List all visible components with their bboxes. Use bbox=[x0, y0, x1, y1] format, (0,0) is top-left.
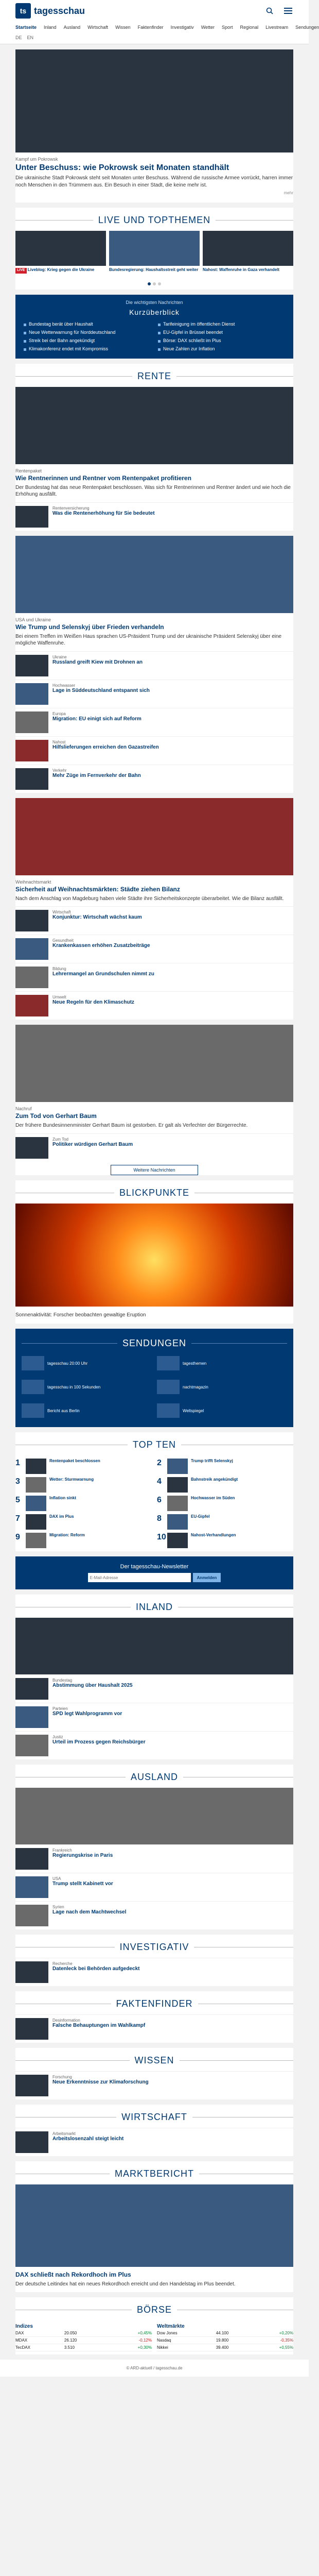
list-item-headline[interactable]: Arbeitslosenzahl steigt leicht bbox=[52, 2136, 124, 2142]
list-item-topline: Nahost bbox=[52, 739, 66, 744]
overview-item[interactable]: EU-Gipfel in Brüssel beendet bbox=[158, 330, 285, 335]
markt-image bbox=[15, 2184, 293, 2267]
topten-rank: 7 bbox=[15, 1514, 20, 1523]
list-item-headline[interactable]: Abstimmung über Haushalt 2025 bbox=[52, 1683, 133, 1689]
topten-item[interactable] bbox=[157, 1459, 293, 1474]
stock-cell: 20.050 bbox=[64, 2330, 105, 2337]
list-item[interactable] bbox=[15, 680, 293, 708]
live-card-caption[interactable] bbox=[203, 266, 293, 274]
live-card-image bbox=[109, 231, 200, 266]
topten-rank: 3 bbox=[15, 1477, 20, 1486]
list-item[interactable] bbox=[15, 736, 293, 765]
list-item-image bbox=[15, 2018, 48, 2040]
live-section bbox=[15, 208, 293, 289]
stock-cell: Nasdaq bbox=[157, 2337, 216, 2344]
list-item[interactable] bbox=[15, 708, 293, 736]
list-item-topline: Frankreich bbox=[52, 1848, 72, 1853]
topten-rank: 1 bbox=[15, 1459, 20, 1468]
live-card-title: Nahost: Waffenruhe in Gaza verhandelt bbox=[203, 267, 280, 273]
list-item-headline[interactable]: Lage in Süddeutschland entspannt sich bbox=[52, 687, 150, 693]
menu-icon[interactable] bbox=[283, 6, 293, 16]
live-badge: LIVE bbox=[15, 268, 27, 273]
live-card-title: Liveblog: Krieg gegen die Ukraine bbox=[27, 267, 95, 273]
indices-title: Indizes bbox=[15, 2323, 33, 2329]
list-item[interactable] bbox=[15, 651, 293, 680]
list-item-image bbox=[15, 1905, 48, 1926]
stock-row[interactable] bbox=[157, 2344, 293, 2351]
newsletter-title: Der tagesschau-Newsletter bbox=[120, 1564, 189, 1570]
topten-rank: 2 bbox=[157, 1459, 162, 1468]
sendung-thumb bbox=[157, 1403, 180, 1418]
short-overview bbox=[15, 295, 293, 359]
list-item-headline[interactable]: Neue Erkenntnisse zur Klimaforschung bbox=[52, 2079, 149, 2086]
worldmarkets-table bbox=[157, 2330, 293, 2351]
topten-title: Hochwasser im Süden bbox=[191, 1496, 235, 1501]
topten-title: Rentenpaket beschlossen bbox=[49, 1459, 100, 1464]
sendung-title: tagesschau 20:00 Uhr bbox=[47, 1361, 88, 1366]
list-item-headline[interactable]: Hilfslieferungen erreichen den Gazastreifen bbox=[52, 744, 159, 750]
stock-row[interactable] bbox=[15, 2330, 152, 2337]
lead-image bbox=[15, 49, 293, 152]
story-baum[interactable] bbox=[15, 1025, 293, 1175]
section-title: MARKTBERICHT bbox=[115, 2168, 194, 2179]
list-item-image bbox=[15, 910, 48, 931]
list-item[interactable] bbox=[15, 2071, 293, 2099]
sendungen-section bbox=[15, 1329, 293, 1427]
stock-row[interactable] bbox=[15, 2337, 152, 2344]
list-item-topline: Arbeitsmarkt bbox=[52, 2131, 76, 2137]
topten-item[interactable] bbox=[15, 1477, 152, 1493]
topten-thumb bbox=[167, 1477, 188, 1493]
section-title: RENTE bbox=[137, 370, 172, 381]
topten-title: EU-Gipfel bbox=[191, 1514, 210, 1519]
list-item-topline: Ukraine bbox=[52, 654, 67, 659]
live-card-caption[interactable] bbox=[109, 266, 200, 274]
sendung-item[interactable] bbox=[157, 1403, 287, 1418]
story-topline: USA und Ukraine bbox=[15, 617, 51, 622]
topten-item[interactable] bbox=[157, 1514, 293, 1530]
blickpunkte-section bbox=[15, 1180, 293, 1324]
rente-image bbox=[15, 387, 293, 464]
list-item-topline: USA bbox=[52, 1876, 61, 1882]
list-item-headline[interactable]: Regierungskrise in Paris bbox=[52, 1853, 113, 1859]
inland-section bbox=[15, 1595, 293, 1759]
lead-teaser: Die ukrainische Stadt Pokrowsk steht seit Monaten unter Beschuss. Während die russische Armee vorrückt, harren immer noch Menschen in den Trümmern aus. Ein Besuch in einer Stadt, die keine mehr ist. bbox=[15, 175, 293, 188]
live-card[interactable] bbox=[109, 231, 200, 275]
nav-item[interactable]: Sport bbox=[222, 25, 233, 30]
list-item-image bbox=[15, 2131, 48, 2153]
list-item-headline[interactable]: Falsche Behauptungen im Wahlkampf bbox=[52, 2023, 146, 2029]
markt-teaser: Der deutsche Leitindex hat ein neues Rekordhoch erreicht und den Handelstag im Plus beendet. bbox=[15, 2281, 236, 2287]
overview-item[interactable]: Neue Wetterwarnung für Norddeutschland bbox=[24, 330, 151, 335]
topten-thumb bbox=[26, 1459, 46, 1474]
topten-title: Migration: Reform bbox=[49, 1533, 85, 1538]
nav-item[interactable]: Livestream bbox=[265, 25, 289, 30]
list-item-topline: Justiz bbox=[52, 1735, 63, 1740]
sendung-thumb bbox=[22, 1403, 44, 1418]
section-title: WISSEN bbox=[134, 2055, 174, 2066]
topten-thumb bbox=[167, 1496, 188, 1511]
list-item-topline: Bundestag bbox=[52, 1678, 73, 1683]
list-item-image bbox=[15, 655, 48, 676]
list-item-image bbox=[15, 938, 48, 960]
stock-cell: 26.120 bbox=[64, 2337, 105, 2344]
stock-cell: MDAX bbox=[15, 2337, 64, 2344]
topten-thumb bbox=[26, 1477, 46, 1493]
list-item[interactable] bbox=[15, 906, 293, 935]
sendung-title: nachtmagazin bbox=[183, 1384, 208, 1389]
live-card[interactable] bbox=[15, 231, 106, 275]
list-item-topline: Parteien bbox=[52, 1706, 68, 1711]
topten-title: Wetter: Sturmwarnung bbox=[49, 1477, 94, 1482]
list-item-image bbox=[15, 967, 48, 988]
search-icon[interactable] bbox=[264, 6, 275, 16]
stock-row[interactable] bbox=[157, 2337, 293, 2344]
stock-cell: TecDAX bbox=[15, 2344, 64, 2351]
topten-rank: 9 bbox=[15, 1533, 20, 1542]
stock-cell: Dow Jones bbox=[157, 2330, 216, 2337]
story-topline: Nachruf bbox=[15, 1106, 32, 1112]
stock-cell: -0,35% bbox=[253, 2337, 293, 2344]
live-card-image bbox=[15, 231, 106, 266]
story-teaser: Bei einem Treffen im Weißen Haus sprachen US-Präsident Trump und der ukrainische Präsident Selenskyj über eine mögliche Waffenruhe. bbox=[15, 633, 282, 647]
stock-cell: 3.510 bbox=[64, 2344, 105, 2351]
stock-row[interactable] bbox=[157, 2330, 293, 2337]
carousel-dots[interactable] bbox=[15, 280, 293, 290]
topten-title: Inflation sinkt bbox=[49, 1496, 76, 1501]
stock-cell: -0,12% bbox=[105, 2337, 152, 2344]
main-nav bbox=[0, 22, 319, 33]
story-teaser: Nach dem Anschlag von Magdeburg haben viele Städte ihre Sicherheitskonzepte überarbeitet. Wie die Bilanz ausfällt. bbox=[15, 895, 284, 902]
list-item-topline: Desinformation bbox=[52, 2018, 80, 2023]
sendung-thumb bbox=[22, 1356, 44, 1370]
story-headline[interactable]: Zum Tod von Gerhart Baum bbox=[15, 1112, 97, 1120]
story-headline[interactable]: Sicherheit auf Weihnachtsmärkten: Städte ziehen Bilanz bbox=[15, 885, 180, 893]
newsletter-email-input[interactable] bbox=[88, 1573, 191, 1582]
list-item-topline: Verkehr bbox=[52, 768, 67, 773]
sendung-item[interactable] bbox=[22, 1380, 152, 1394]
list-item-image bbox=[15, 1706, 48, 1728]
rente-topline: Rentenpaket bbox=[15, 468, 42, 473]
stock-cell: +0,30% bbox=[105, 2344, 152, 2351]
section-title: INLAND bbox=[136, 1602, 173, 1613]
investigativ-section bbox=[15, 1935, 293, 1986]
blickpunkt-image[interactable] bbox=[15, 1204, 293, 1307]
list-item-headline[interactable]: Trump stellt Kabinett vor bbox=[52, 1881, 113, 1887]
topten-title: Nahost-Verhandlungen bbox=[191, 1533, 236, 1538]
logo-mark-icon: ts bbox=[15, 3, 31, 19]
live-card[interactable] bbox=[203, 231, 293, 275]
language-switch bbox=[0, 33, 309, 42]
list-item[interactable] bbox=[15, 765, 293, 793]
list-item-topline: Recherche bbox=[52, 1961, 73, 1967]
inland-image bbox=[15, 1618, 293, 1674]
list-item-headline[interactable]: Krankenkassen erhöhen Zusatzbeiträge bbox=[52, 943, 150, 949]
section-title: BÖRSE bbox=[136, 2304, 172, 2315]
rente-teaser: Der Bundestag hat das neue Rentenpaket beschlossen. Was sich für Rentnerinnen und Rentner ändert und wie hoch die Erhöhung ausfällt. bbox=[15, 484, 291, 498]
story-image bbox=[15, 536, 293, 613]
section-title: LIVE UND TOPTHEMEN bbox=[98, 215, 211, 226]
list-item-headline[interactable]: Was die Rentenerhöhung für Sie bedeutet bbox=[52, 510, 155, 516]
list-item-headline[interactable]: Konjunktur: Wirtschaft wächst kaum bbox=[52, 914, 142, 921]
list-item[interactable] bbox=[15, 1958, 293, 1986]
sendung-thumb bbox=[22, 1380, 44, 1394]
list-item-topline: Hochwasser bbox=[52, 683, 76, 688]
list-item-image bbox=[15, 768, 48, 790]
lang-option[interactable]: EN bbox=[27, 35, 34, 40]
ausland-section bbox=[15, 1765, 293, 1929]
list-item-image bbox=[15, 506, 48, 528]
topten-item[interactable] bbox=[15, 1533, 152, 1548]
list-item-headline[interactable]: Migration: EU einigt sich auf Reform bbox=[52, 716, 141, 722]
worldmarkets-title: Weltmärkte bbox=[157, 2323, 185, 2329]
lead-story[interactable] bbox=[15, 49, 293, 202]
sendung-thumb bbox=[157, 1356, 180, 1370]
list-item-headline[interactable]: Datenleck bei Behörden aufgedeckt bbox=[52, 1966, 140, 1972]
stock-cell: 44.100 bbox=[216, 2330, 253, 2337]
list-item-topline: Forschung bbox=[52, 2075, 72, 2080]
list-item-image bbox=[15, 740, 48, 761]
nav-item[interactable]: Faktenfinder bbox=[137, 25, 164, 30]
nav-item[interactable]: Inland bbox=[44, 25, 57, 30]
list-item-image bbox=[15, 995, 48, 1016]
section-title: AUSLAND bbox=[130, 1772, 179, 1783]
faktenfinder-section bbox=[15, 1991, 293, 2043]
stock-cell: +0,20% bbox=[253, 2330, 293, 2337]
list-item[interactable] bbox=[15, 991, 293, 1020]
nav-item[interactable]: Wirtschaft bbox=[87, 25, 109, 30]
list-item-image bbox=[15, 1137, 48, 1159]
lead-headline[interactable]: Unter Beschuss: wie Pokrowsk seit Monaten standhält bbox=[15, 163, 229, 172]
more-link[interactable]: mehr bbox=[283, 191, 293, 196]
sendung-title: tagesschau in 100 Sekunden bbox=[47, 1384, 101, 1389]
list-item-topline: Gesundheit bbox=[52, 938, 74, 943]
rente-section bbox=[15, 364, 293, 531]
story-headline[interactable]: Wie Trump und Selenskyj über Frieden verhandeln bbox=[15, 623, 164, 631]
story-teaser: Der frühere Bundesinnenminister Gerhart Baum ist gestorben. Er galt als Verfechter der Bürgerrechte. bbox=[15, 1123, 248, 1129]
topten-section bbox=[15, 1432, 293, 1551]
site-footer bbox=[0, 2360, 309, 2377]
list-item[interactable] bbox=[15, 1873, 293, 1901]
nav-item[interactable]: Startseite bbox=[15, 25, 37, 30]
list-item-image bbox=[15, 1876, 48, 1898]
list-item-headline[interactable]: Lehrermangel an Grundschulen nimmt zu bbox=[52, 971, 154, 977]
topten-rank: 4 bbox=[157, 1477, 162, 1486]
nav-item[interactable]: Ausland bbox=[63, 25, 81, 30]
boerse-section bbox=[15, 2297, 293, 2355]
list-item[interactable] bbox=[15, 935, 293, 963]
topten-title: DAX im Plus bbox=[49, 1514, 74, 1519]
list-item[interactable] bbox=[15, 1731, 293, 1759]
topten-item[interactable] bbox=[15, 1514, 152, 1530]
overview-item[interactable]: Tarifeinigung im öffentlichen Dienst bbox=[158, 321, 285, 327]
list-item[interactable] bbox=[15, 1133, 293, 1162]
list-item-topline: Zum Tod bbox=[52, 1137, 68, 1142]
list-item-topline: Wirtschaft bbox=[52, 910, 71, 915]
list-item[interactable] bbox=[15, 1703, 293, 1731]
section-title: FAKTENFINDER bbox=[116, 1998, 193, 2009]
overview-item[interactable]: Neue Zahlen zur Inflation bbox=[158, 346, 285, 351]
nav-item[interactable]: Wetter bbox=[201, 25, 215, 30]
topten-item[interactable] bbox=[157, 1477, 293, 1493]
list-item[interactable] bbox=[15, 502, 293, 531]
section-title: BLICKPUNKTE bbox=[119, 1187, 190, 1198]
live-card-title: Bundesregierung: Haushaltsstreit geht weiter bbox=[109, 267, 199, 273]
nav-item[interactable]: Wissen bbox=[115, 25, 131, 30]
stock-cell: 19.800 bbox=[216, 2337, 253, 2344]
topten-rank: 10 bbox=[157, 1533, 166, 1542]
list-item-headline[interactable]: Politiker würdigen Gerhart Baum bbox=[52, 1141, 133, 1147]
logo-text: tagesschau bbox=[34, 5, 85, 16]
list-item-image bbox=[15, 1735, 48, 1756]
list-item[interactable] bbox=[15, 2014, 293, 2043]
overview-item[interactable]: Bundestag berät über Haushalt bbox=[24, 321, 151, 327]
list-item-image bbox=[15, 2075, 48, 2096]
wirtschaft-section bbox=[15, 2105, 293, 2156]
section-title: TOP TEN bbox=[132, 1439, 176, 1450]
story-image bbox=[15, 798, 293, 875]
nav-item[interactable]: Regional bbox=[240, 25, 259, 30]
site-header bbox=[0, 0, 319, 44]
list-item[interactable] bbox=[15, 1674, 293, 1703]
sendung-item[interactable] bbox=[22, 1403, 152, 1418]
list-item[interactable] bbox=[15, 2128, 293, 2156]
nav-item[interactable]: Investigativ bbox=[170, 25, 194, 30]
footer-text: © ARD-aktuell / tagesschau.de bbox=[126, 2366, 183, 2371]
overview-title: Kurzüberblick bbox=[129, 308, 180, 316]
ausland-image bbox=[15, 1788, 293, 1844]
indices-table bbox=[15, 2330, 152, 2351]
live-card-caption[interactable] bbox=[15, 266, 106, 275]
sendung-item[interactable] bbox=[157, 1356, 287, 1370]
list-item-topline: Umwelt bbox=[52, 995, 66, 1000]
section-title: INVESTIGATIV bbox=[119, 1942, 189, 1953]
overview-item[interactable]: Börse: DAX schließt im Plus bbox=[158, 338, 285, 343]
sendung-item[interactable] bbox=[22, 1356, 152, 1370]
overview-item[interactable]: Klimakonferenz endet mit Kompromiss bbox=[24, 346, 151, 351]
sendung-title: tagesthemen bbox=[183, 1361, 207, 1366]
stock-cell: DAX bbox=[15, 2330, 64, 2337]
list-item-headline[interactable]: Urteil im Prozess gegen Reichsbürger bbox=[52, 1739, 146, 1745]
markt-headline[interactable]: DAX schließt nach Rekordhoch im Plus bbox=[15, 2271, 131, 2279]
list-item-image bbox=[15, 1848, 48, 1870]
story-trump[interactable] bbox=[15, 536, 293, 793]
sendung-title: Bericht aus Berlin bbox=[47, 1408, 80, 1413]
wissen-section bbox=[15, 2048, 293, 2099]
stock-cell: 39.400 bbox=[216, 2344, 253, 2351]
section-title: SENDUNGEN bbox=[122, 1338, 187, 1349]
logo[interactable] bbox=[15, 3, 85, 19]
topten-thumb bbox=[167, 1514, 188, 1530]
overview-item[interactable]: Streik bei der Bahn angekündigt bbox=[24, 338, 151, 343]
overview-sub: Die wichtigsten Nachrichten bbox=[126, 299, 183, 305]
list-item-topline: Europa bbox=[52, 711, 66, 716]
topten-thumb bbox=[167, 1459, 188, 1474]
marktbericht-section bbox=[15, 2161, 293, 2292]
blickpunkt-caption: Sonnenaktivität: Forscher beobachten gewaltige Eruption bbox=[15, 1312, 146, 1318]
stock-cell: +0,45% bbox=[105, 2330, 152, 2337]
stock-cell: +0,55% bbox=[253, 2344, 293, 2351]
list-item-image bbox=[15, 683, 48, 705]
nav-item[interactable]: Sendungen bbox=[295, 25, 319, 30]
topten-title: Trump trifft Selenskyj bbox=[191, 1459, 233, 1464]
topten-item[interactable] bbox=[15, 1459, 152, 1474]
newsletter-box bbox=[15, 1556, 293, 1589]
topten-item[interactable] bbox=[157, 1496, 293, 1511]
list-item-headline[interactable]: Lage nach dem Machtwechsel bbox=[52, 1909, 127, 1916]
list-item-headline[interactable]: Mehr Züge im Fernverkehr der Bahn bbox=[52, 772, 141, 778]
more-news-button[interactable]: Weitere Nachrichten bbox=[111, 1165, 198, 1175]
lang-option[interactable]: DE bbox=[15, 35, 22, 40]
topten-item[interactable] bbox=[157, 1533, 293, 1548]
stock-row[interactable] bbox=[15, 2344, 152, 2351]
sendung-title: Weltspiegel bbox=[183, 1408, 204, 1413]
list-item-image bbox=[15, 1961, 48, 1983]
list-item[interactable] bbox=[15, 1901, 293, 1929]
topten-thumb bbox=[26, 1533, 46, 1548]
list-item-topline: Syrien bbox=[52, 1905, 64, 1910]
topten-thumb bbox=[26, 1496, 46, 1511]
lead-topline: Kampf um Pokrowsk bbox=[15, 157, 58, 162]
list-item-topline: Bildung bbox=[52, 967, 66, 972]
story-image bbox=[15, 1025, 293, 1102]
list-item-image bbox=[15, 711, 48, 733]
newsletter-submit-button[interactable]: Anmelden bbox=[193, 1573, 221, 1582]
list-item-headline[interactable]: Russland greift Kiew mit Drohnen an bbox=[52, 659, 143, 665]
story-santa[interactable] bbox=[15, 798, 293, 1020]
topten-thumb bbox=[167, 1533, 188, 1548]
story-topline: Weihnachtsmarkt bbox=[15, 879, 51, 885]
rente-headline[interactable]: Wie Rentnerinnen und Rentner vom Rentenpaket profitieren bbox=[15, 474, 191, 482]
topten-thumb bbox=[26, 1514, 46, 1530]
live-card-image bbox=[203, 231, 293, 266]
topten-rank: 6 bbox=[157, 1496, 162, 1505]
topten-rank: 5 bbox=[15, 1496, 20, 1505]
topten-rank: 8 bbox=[157, 1514, 162, 1523]
section-title: WIRTSCHAFT bbox=[121, 2112, 187, 2123]
list-item[interactable] bbox=[15, 1844, 293, 1873]
list-item-headline[interactable]: SPD legt Wahlprogramm vor bbox=[52, 1711, 122, 1717]
topten-title: Bahnstreik angekündigt bbox=[191, 1477, 238, 1482]
list-item[interactable] bbox=[15, 963, 293, 991]
topten-item[interactable] bbox=[15, 1496, 152, 1511]
stock-cell: Nikkei bbox=[157, 2344, 216, 2351]
list-item-image bbox=[15, 1678, 48, 1700]
sendung-thumb bbox=[157, 1380, 180, 1394]
list-item-headline[interactable]: Neue Regeln für den Klimaschutz bbox=[52, 999, 134, 1006]
list-item-topline: Rentenversicherung bbox=[52, 505, 90, 511]
sendung-item[interactable] bbox=[157, 1380, 287, 1394]
